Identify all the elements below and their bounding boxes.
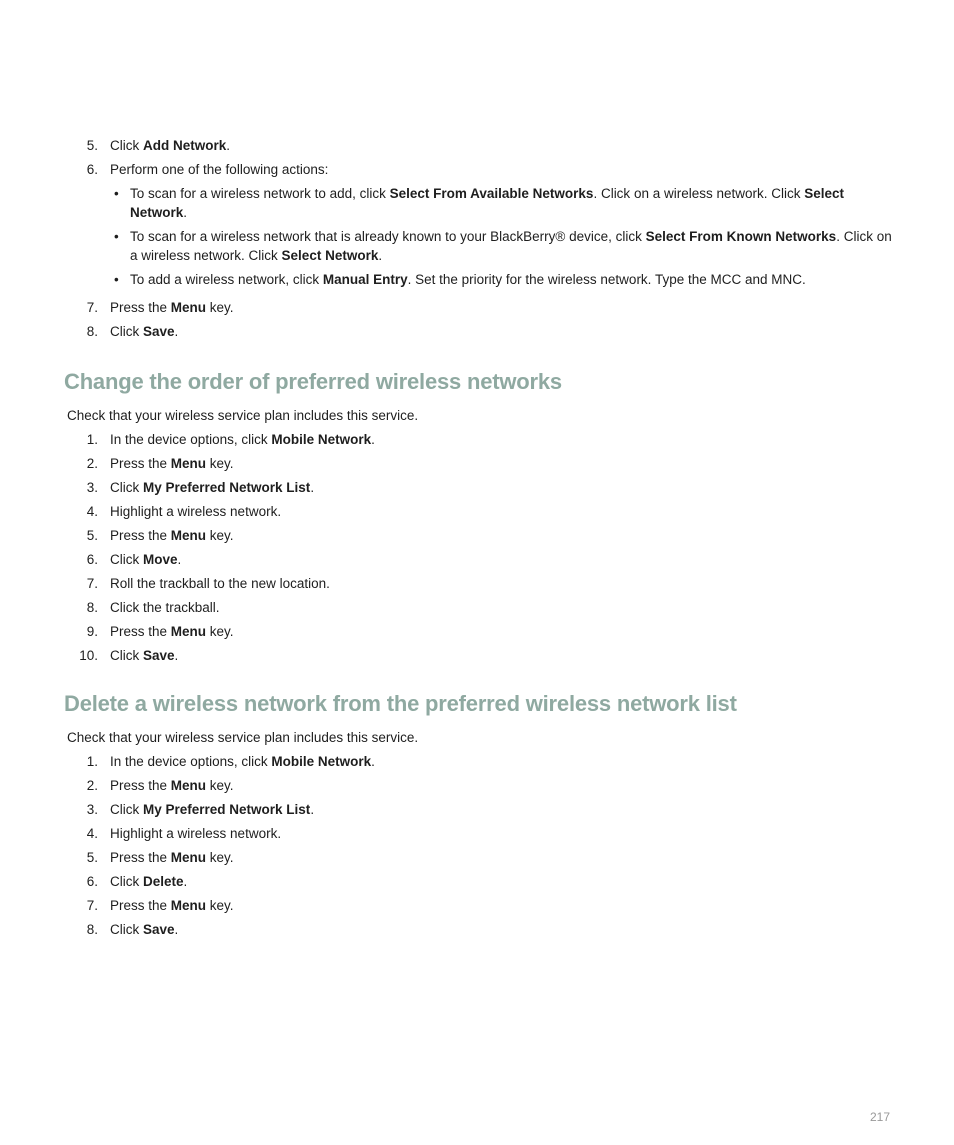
bullet-dot: • [114, 229, 119, 244]
step-number: 3. [86, 802, 98, 817]
ui-term: My Preferred Network List [143, 480, 311, 495]
section-intro: Check that your wireless service plan includes this service. [67, 408, 419, 423]
step-text: Press the Menu key. [110, 850, 234, 865]
ui-term: Add Network [143, 138, 227, 153]
continued-steps-list [0, 134, 954, 182]
ui-term: Menu [170, 898, 207, 913]
list-item [0, 750, 954, 774]
ui-term: Save [143, 648, 175, 663]
ui-term: Menu [170, 624, 207, 639]
step-text: Click Add Network. [110, 138, 231, 153]
ui-term: Mobile Network [271, 754, 372, 769]
step-text: Press the Menu key. [110, 528, 234, 543]
list-item [0, 476, 954, 500]
step-number: 4. [86, 826, 98, 841]
step-text: Press the Menu key. [110, 778, 234, 793]
list-item [0, 500, 954, 524]
step-number: 2. [86, 778, 98, 793]
step-text: Roll the trackball to the new location. [110, 576, 330, 591]
step-text: Press the Menu key. [110, 300, 234, 315]
step-number: 1. [86, 754, 98, 769]
list-item [0, 548, 954, 572]
list-item [0, 620, 954, 644]
ui-term: Menu [170, 850, 207, 865]
list-item [0, 596, 954, 620]
list-item [0, 798, 954, 822]
ui-term: Save [143, 922, 175, 937]
ui-term: Menu [170, 528, 207, 543]
list-item [0, 296, 954, 320]
bullet-dot: • [114, 272, 119, 287]
step-number: 7. [86, 576, 98, 591]
bullet-item: • To scan for a wireless network to add, click Select From Available Networks. Click on a wireless network. Click Select Network. [114, 186, 845, 220]
list-item [0, 918, 954, 942]
bullet-dot: • [114, 186, 119, 201]
list-item [0, 774, 954, 798]
ui-term: Move [143, 552, 178, 567]
list-item [0, 894, 954, 918]
page-number: 217 [869, 1110, 890, 1124]
step-number: 5. [86, 850, 98, 865]
list-item [0, 452, 954, 476]
step-text: In the device options, click Mobile Network. [110, 432, 375, 447]
ui-term: Menu [170, 778, 207, 793]
step-number: 8. [86, 324, 98, 339]
step-text: Highlight a wireless network. [110, 826, 282, 841]
list-item [0, 428, 954, 452]
section1-steps-list [0, 428, 954, 668]
list-item [0, 524, 954, 548]
step-number: 8. [86, 922, 98, 937]
list-item [0, 822, 954, 846]
ui-term: Menu [170, 456, 207, 471]
step-number: 3. [86, 480, 98, 495]
bullet-item: • To scan for a wireless network that is already known to your BlackBerry® device, click Select From Known Networks. Click on a wireless network. Click Select Network. [114, 229, 892, 263]
list-item [0, 572, 954, 596]
section-intro: Check that your wireless service plan includes this service. [67, 730, 419, 745]
step-text: Click Save. [110, 922, 179, 937]
section-heading-delete-network: Delete a wireless network from the preferred wireless network list [64, 691, 737, 716]
step-number: 5. [86, 528, 98, 543]
step-text: Press the Menu key. [110, 624, 234, 639]
ui-term: Save [143, 324, 175, 339]
continued-steps-list-end [0, 296, 954, 344]
section-heading-change-order: Change the order of preferred wireless networks [64, 369, 562, 394]
action-bullet-list [0, 184, 954, 294]
step-text: Click Delete. [110, 874, 188, 889]
step-number: 1. [86, 432, 98, 447]
step-number: 6. [86, 162, 98, 177]
step-text: Click the trackball. [110, 600, 220, 615]
ui-term: Delete [143, 874, 184, 889]
section2-steps-list [0, 750, 954, 942]
step-text: In the device options, click Mobile Network. [110, 754, 375, 769]
step-number: 5. [86, 138, 98, 153]
step-number: 6. [86, 874, 98, 889]
ui-term: Menu [170, 300, 207, 315]
ui-term: My Preferred Network List [143, 802, 311, 817]
list-item [0, 644, 954, 668]
list-item [0, 134, 954, 158]
step-number: 7. [86, 898, 98, 913]
step-number: 6. [86, 552, 98, 567]
step-number: 4. [86, 504, 98, 519]
step-number: 9. [86, 624, 98, 639]
step-text: Press the Menu key. [110, 456, 234, 471]
list-item [0, 320, 954, 344]
step-text: Click My Preferred Network List. [110, 802, 315, 817]
step-text: Perform one of the following actions: [110, 162, 329, 177]
step-number: 8. [86, 600, 98, 615]
list-item [0, 158, 954, 182]
step-number: 10. [79, 648, 98, 663]
bullet-item: • To add a wireless network, click Manual Entry. Set the priority for the wireless network. Type the MCC and MNC. [114, 272, 806, 287]
step-text: Click My Preferred Network List. [110, 480, 315, 495]
step-text: Highlight a wireless network. [110, 504, 282, 519]
list-item [0, 870, 954, 894]
step-text: Click Move. [110, 552, 182, 567]
ui-term: Mobile Network [271, 432, 372, 447]
step-number: 2. [86, 456, 98, 471]
step-number: 7. [86, 300, 98, 315]
list-item [0, 846, 954, 870]
step-text: Click Save. [110, 324, 179, 339]
step-text: Click Save. [110, 648, 179, 663]
step-text: Press the Menu key. [110, 898, 234, 913]
